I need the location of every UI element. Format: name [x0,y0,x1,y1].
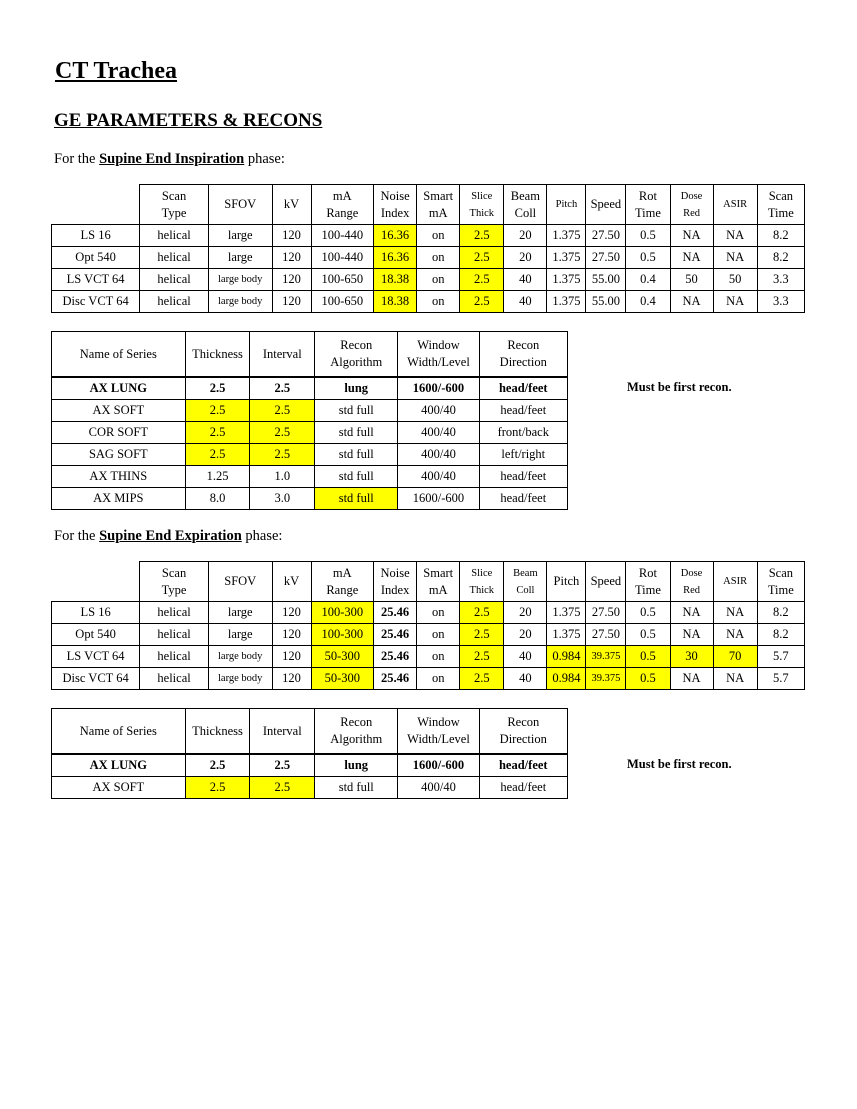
column-header: Recon Direction [479,332,567,378]
table-cell: 2.5 [460,291,504,313]
table-cell: 0.5 [626,247,670,269]
table-cell: 0.5 [626,646,670,668]
table-cell: 3.3 [757,269,804,291]
table-cell: 2.5 [460,668,504,690]
table-cell: NA [670,624,713,646]
header-row [52,709,568,755]
table-cell: 1.375 [547,247,586,269]
table-cell: large [208,225,272,247]
scanner-name-cell: LS 16 [52,602,140,624]
table-cell: 2.5 [250,754,315,777]
table-row [52,488,568,510]
column-header: Scan Type [140,562,209,602]
column-header: Window Width/Level [398,332,479,378]
table-cell: 40 [504,646,547,668]
column-header: Recon Algorithm [315,709,398,755]
column-header: Thickness [185,332,250,378]
table-row [52,444,568,466]
table-cell: 1.375 [547,225,586,247]
table-cell: 0.984 [547,646,586,668]
table-row [52,777,568,799]
table-cell: 25.46 [374,624,417,646]
table-cell: 0.5 [626,602,670,624]
column-header: Speed [586,562,626,602]
table-cell: head/feet [479,466,567,488]
table-cell: helical [140,668,209,690]
phase-name: Supine End Inspiration [99,151,245,167]
table-cell: 1.0 [250,466,315,488]
table-row [52,754,568,777]
table-cell: 2.5 [460,247,504,269]
column-header: Scan Time [757,562,804,602]
table-cell: NA [713,225,757,247]
blank-corner-cell [52,562,140,602]
table-cell: head/feet [479,754,567,777]
page-title: CT Trachea [55,58,178,84]
table-cell: head/feet [479,488,567,510]
table-cell: on [417,602,460,624]
table-cell: 39.375 [586,646,626,668]
table-cell: 2.5 [460,624,504,646]
column-header: kV [272,562,311,602]
column-header: Recon Direction [479,709,567,755]
expiration-recons-table [51,708,568,799]
table-cell: 2.5 [460,225,504,247]
table-cell: large body [208,291,272,313]
table-cell: 20 [504,602,547,624]
column-header: ASIR [713,562,757,602]
series-name-cell: COR SOFT [52,422,186,444]
scanner-name-cell: LS 16 [52,225,140,247]
table-row [52,225,805,247]
table-cell: 2.5 [185,400,250,422]
table-cell: 16.36 [374,225,417,247]
table-row [52,247,805,269]
table-cell: 0.4 [626,291,670,313]
table-cell: 39.375 [586,668,626,690]
table-cell: 1600/-600 [398,377,479,400]
table-cell: 8.2 [757,602,804,624]
table-row [52,668,805,690]
table-cell: NA [713,247,757,269]
table-row [52,269,805,291]
table-cell: 2.5 [185,754,250,777]
phase-name: Supine End Expiration [99,528,242,544]
column-header: Beam Coll [504,562,547,602]
table-cell: head/feet [479,400,567,422]
column-header: Beam Coll [504,185,547,225]
column-header: Scan Type [140,185,209,225]
series-name-cell: AX THINS [52,466,186,488]
table-cell: helical [140,247,209,269]
inspiration-parameters-table [51,184,805,313]
table-cell: 25.46 [374,602,417,624]
column-header: Thickness [185,709,250,755]
series-name-cell: AX SOFT [52,777,186,799]
table-cell: 55.00 [586,291,626,313]
table-row [52,291,805,313]
table-cell: 100-300 [311,602,374,624]
table-cell: helical [140,291,209,313]
series-name-cell: AX MIPS [52,488,186,510]
series-name-cell: SAG SOFT [52,444,186,466]
table-cell: 0.5 [626,624,670,646]
header-row [52,185,805,225]
table-cell: 1.375 [547,624,586,646]
table-cell: on [417,646,460,668]
table-cell: head/feet [479,377,567,400]
table-cell: 100-650 [311,269,374,291]
series-name-cell: AX LUNG [52,754,186,777]
table-cell: 100-300 [311,624,374,646]
column-header: Pitch [547,185,586,225]
table-cell: 2.5 [185,444,250,466]
table-cell: 2.5 [250,377,315,400]
table-cell: 100-440 [311,247,374,269]
table-cell: helical [140,269,209,291]
section-title: GE PARAMETERS & RECONS [54,110,323,131]
table-cell: std full [315,444,398,466]
inspiration-recons-table [51,331,568,510]
scanner-name-cell: Disc VCT 64 [52,291,140,313]
table-cell: 8.2 [757,225,804,247]
table-cell: 8.2 [757,247,804,269]
table-cell: 1.375 [547,269,586,291]
table-cell: 1600/-600 [398,488,479,510]
table-row [52,602,805,624]
table-cell: 120 [272,225,311,247]
table-cell: 2.5 [460,646,504,668]
column-header: Scan Time [757,185,804,225]
table-cell: 3.0 [250,488,315,510]
table-cell: large [208,247,272,269]
table-cell: 20 [504,225,547,247]
table-cell: 2.5 [250,400,315,422]
scanner-name-cell: Opt 540 [52,247,140,269]
table-cell: 100-440 [311,225,374,247]
table-cell: 25.46 [374,668,417,690]
table-cell: std full [315,466,398,488]
column-header: Recon Algorithm [315,332,398,378]
table-cell: 40 [504,668,547,690]
table-cell: 120 [272,646,311,668]
table-row [52,466,568,488]
table-cell: 1600/-600 [398,754,479,777]
table-cell: 120 [272,602,311,624]
table-cell: 0.5 [626,225,670,247]
table-cell: on [417,291,460,313]
column-header: Interval [250,332,315,378]
column-header: SFOV [208,185,272,225]
table-cell: 20 [504,247,547,269]
table-cell: 1.25 [185,466,250,488]
table-cell: 70 [713,646,757,668]
table-cell: 2.5 [250,777,315,799]
intro-post: phase: [241,528,283,544]
column-header: Speed [586,185,626,225]
expiration-parameters-table [51,561,805,690]
table-cell: 25.46 [374,646,417,668]
blank-corner-cell [52,185,140,225]
table-cell: 16.36 [374,247,417,269]
table-cell: 50-300 [311,646,374,668]
table-cell: 0.984 [547,668,586,690]
first-recon-note: Must be first recon. [627,380,732,394]
table-cell: std full [315,422,398,444]
table-cell: NA [713,624,757,646]
table-cell: 40 [504,291,547,313]
table-cell: 5.7 [757,668,804,690]
table-cell: 18.38 [374,291,417,313]
table-cell: helical [140,646,209,668]
column-header: Dose Red [670,185,713,225]
table-cell: 50 [670,269,713,291]
table-cell: 2.5 [460,269,504,291]
table-cell: helical [140,624,209,646]
table-cell: 0.4 [626,269,670,291]
column-header: SFOV [208,562,272,602]
table-cell: 2.5 [185,377,250,400]
table-cell: 120 [272,291,311,313]
table-cell: 40 [504,269,547,291]
table-cell: 400/40 [398,400,479,422]
table-cell: 5.7 [757,646,804,668]
scanner-name-cell: Opt 540 [52,624,140,646]
table-cell: head/feet [479,777,567,799]
table-cell: large [208,624,272,646]
expiration-intro [54,528,282,545]
column-header: Slice Thick [460,562,504,602]
table-cell: 55.00 [586,269,626,291]
table-cell: on [417,269,460,291]
table-cell: std full [315,777,398,799]
table-cell: 400/40 [398,466,479,488]
column-header: mA Range [311,562,374,602]
table-row [52,422,568,444]
table-cell: left/right [479,444,567,466]
column-header: Noise Index [374,185,417,225]
table-cell: std full [315,488,398,510]
series-name-cell: AX LUNG [52,377,186,400]
table-cell: 8.0 [185,488,250,510]
table-row [52,624,805,646]
table-cell: 27.50 [586,225,626,247]
table-row [52,646,805,668]
table-cell: on [417,624,460,646]
table-cell: 27.50 [586,624,626,646]
column-header: Name of Series [52,332,186,378]
column-header: mA Range [311,185,374,225]
series-name-cell: AX SOFT [52,400,186,422]
table-cell: NA [670,602,713,624]
table-cell: 8.2 [757,624,804,646]
table-cell: 50-300 [311,668,374,690]
table-cell: 120 [272,624,311,646]
intro-pre: For the [54,151,100,167]
table-cell: 120 [272,247,311,269]
table-cell: on [417,225,460,247]
column-header: Dose Red [670,562,713,602]
column-header: Window Width/Level [398,709,479,755]
table-cell: helical [140,225,209,247]
table-cell: 30 [670,646,713,668]
column-header: Noise Index [374,562,417,602]
table-cell: 2.5 [460,602,504,624]
table-cell: NA [670,291,713,313]
table-cell: 3.3 [757,291,804,313]
first-recon-note: Must be first recon. [627,757,732,771]
scanner-name-cell: Disc VCT 64 [52,668,140,690]
intro-post: phase: [244,151,285,167]
table-cell: 120 [272,668,311,690]
table-cell: 2.5 [250,422,315,444]
column-header: kV [272,185,311,225]
table-cell: 1.375 [547,602,586,624]
column-header: Slice Thick [460,185,504,225]
table-cell: 27.50 [586,602,626,624]
table-cell: 50 [713,269,757,291]
table-cell: large body [208,668,272,690]
table-cell: large body [208,269,272,291]
table-cell: 27.50 [586,247,626,269]
header-row [52,332,568,378]
column-header: Rot Time [626,562,670,602]
inspiration-intro [54,151,285,168]
table-cell: 20 [504,624,547,646]
table-cell: lung [315,377,398,400]
column-header: Smart mA [417,185,460,225]
intro-pre: For the [54,528,100,544]
column-header: Interval [250,709,315,755]
table-cell: NA [670,225,713,247]
table-cell: 1.375 [547,291,586,313]
table-cell: NA [670,247,713,269]
table-row [52,400,568,422]
column-header: Pitch [547,562,586,602]
table-cell: 2.5 [185,422,250,444]
table-cell: 400/40 [398,777,479,799]
table-cell: front/back [479,422,567,444]
table-cell: large [208,602,272,624]
table-cell: NA [713,602,757,624]
table-cell: 2.5 [185,777,250,799]
table-cell: 2.5 [250,444,315,466]
column-header: ASIR [713,185,757,225]
table-row [52,377,568,400]
table-cell: 100-650 [311,291,374,313]
table-cell: lung [315,754,398,777]
header-row [52,562,805,602]
table-cell: large body [208,646,272,668]
table-cell: NA [670,668,713,690]
table-cell: on [417,668,460,690]
scanner-name-cell: LS VCT 64 [52,646,140,668]
table-cell: std full [315,400,398,422]
table-cell: 400/40 [398,444,479,466]
table-cell: NA [713,291,757,313]
table-cell: on [417,247,460,269]
table-cell: helical [140,602,209,624]
table-cell: 120 [272,269,311,291]
scanner-name-cell: LS VCT 64 [52,269,140,291]
table-cell: 400/40 [398,422,479,444]
column-header: Name of Series [52,709,186,755]
table-cell: NA [713,668,757,690]
table-cell: 18.38 [374,269,417,291]
column-header: Rot Time [626,185,670,225]
column-header: Smart mA [417,562,460,602]
table-cell: 0.5 [626,668,670,690]
